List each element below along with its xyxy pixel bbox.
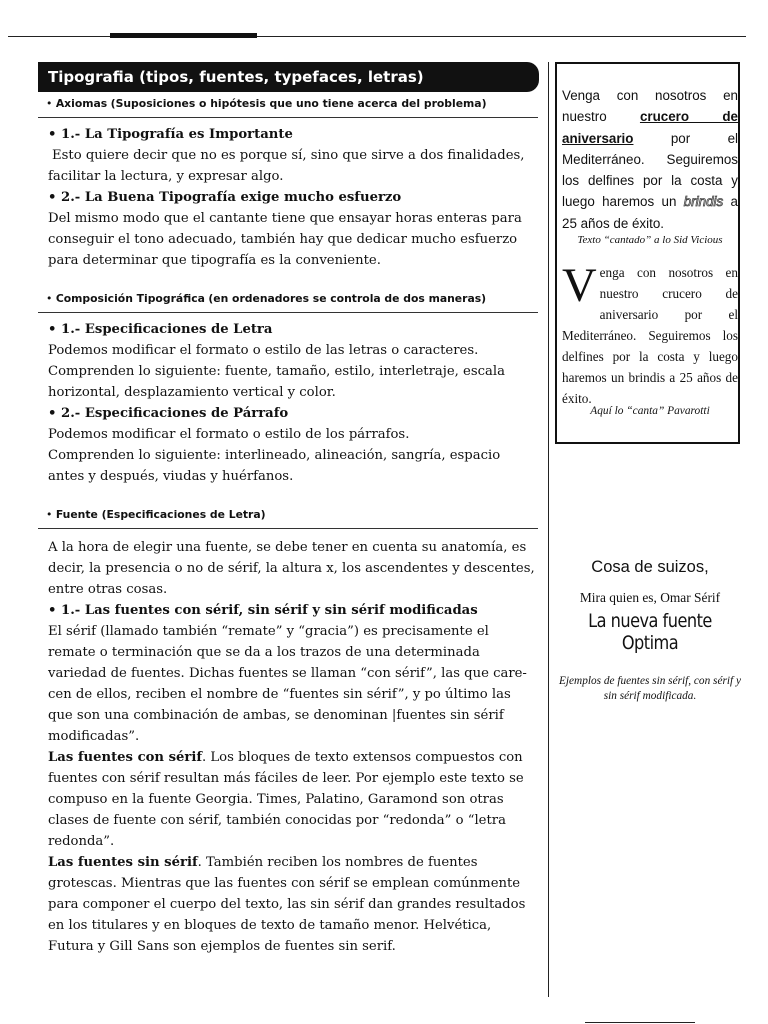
spec-letra-heading: • 1.- Especificaciones de Letra — [48, 322, 273, 337]
axiom-2-text: Del mismo modo que el cantante tiene que ensayar horas enteras para conseguir el tono adecuado, también hay que dedicar mucho esfuerzo para determinar que tipografía es la conveniente. — [48, 211, 522, 268]
sin-serif-text: . También reciben los nombres de fuentes grotescas. Mientras que las fuentes con sérif se emplean comúnmente para componer el cuerpo del texto, las sin sérif dan grandes resultados en los titulares y en bloques de texto de tamaño menor. Helvética, Futura y Gill Sans son ejemplos de fuentes sin serif. — [48, 855, 526, 954]
section-composicion-heading: • Composición Tipográfica (en ordenadores se controla de dos maneras) — [38, 291, 538, 313]
section-note: (en ordenadores se controla de dos maneras) — [208, 292, 487, 305]
fuente-intro: A la hora de elegir una fuente, se debe tener en cuenta su anatomía, es decir, la presencia o no de sérif, la altura x, los ascendentes y descentes, entre otras cosas. — [48, 540, 535, 597]
axiom-1-heading: • 1.- La Tipografía es Importante — [48, 127, 293, 142]
axiom-1-text: Esto quiere decir que no es porque sí, sino que sirve a dos finalidades, facilitar la lectura, y expresar algo. — [48, 148, 525, 184]
spec-letra-list: Comprenden lo siguiente: fuente, tamaño, estilo, interletraje, escala horizontal, desplazamiento vertical y color. — [48, 364, 505, 400]
spec-parrafo-text: Podemos modificar el formato o estilo de los párrafos. — [48, 427, 410, 442]
section-fuente-heading: • Fuente (Especificaciones de Letra) — [38, 507, 538, 529]
fuente-1-text: El sérif (llamado también “remate” y “gracia”) es precisamente el remate o terminación que se da a los trazos de una determinada variedad de fuentes. Dichas fuentes se llaman “con sérif”, las que care-cen de ellos, reciben el nombre de “fuentes sin sérif”, y po último las que son una combinación de ambas, se denominan |fuentes sin sérif modificadas”. — [48, 624, 527, 744]
sidebar-sans-sample — [562, 85, 738, 234]
section-axiomas-heading: • Axiomas (Suposiciones o hipótesis que uno tiene acerca del problema) — [38, 96, 538, 118]
caption-sid-vicious: Texto “cantado” a lo Sid Vicious — [577, 234, 723, 246]
section-label: Composición Tipográfica — [55, 292, 205, 305]
axiom-2-heading: • 2.- La Buena Tipografía exige mucho esfuerzo — [48, 190, 402, 205]
caption-ejemplos: Ejemplos de fuentes sin sérif, con sérif y sin sérif modificada. — [559, 675, 741, 702]
section-fuente-body — [38, 537, 538, 957]
sidebar-serif-sample — [562, 259, 738, 409]
bottom-rule — [585, 1022, 695, 1023]
section-composicion-body — [38, 319, 538, 487]
sample-outline-word: brindis — [683, 194, 724, 210]
spec-letra-text: Podemos modificar el formato o estilo de las letras o caracteres. — [48, 343, 479, 358]
column-divider — [548, 62, 549, 997]
sample-text: por el Mediterráneo. Seguiremos los delfines por la costa y luego haremos un — [562, 130, 738, 210]
con-serif-paragraph — [48, 747, 538, 852]
top-accent-bar — [110, 33, 257, 38]
sample-text: enga con nosotros en nuestro crucero de aniversario por el Mediterráneo. Seguiremos los delfines por la costa y luego haremos un brindis a 25 años de éxito. — [562, 265, 738, 406]
sample-omar-serif: Mira quien es, Omar Sérif — [579, 590, 721, 605]
page-title: Tipografia (tipos, fuentes, typefaces, letras) — [38, 62, 539, 92]
section-label: Axiomas — [55, 97, 108, 110]
spec-parrafo-heading: • 2.- Especificaciones de Párrafo — [48, 406, 289, 421]
section-label: Fuente (Especificaciones de Letra) — [55, 508, 266, 521]
sample-text: a 25 años de éxito. — [562, 194, 738, 231]
section-axiomas-body — [38, 124, 538, 271]
con-serif-text: . Los bloques de texto extensos compuestos con fuentes con sérif resultan más fáciles de leer. Por ejemplo este texto se compuso en la fuente Georgia. Times, Palatino, Garamond son otras clases de fuente con sérif, también conocidas por “redonda” o “letra redonda”. — [48, 750, 524, 849]
fuente-1-heading: • 1.- Las fuentes con sérif, sin sérif y sin sérif modificadas — [48, 603, 478, 618]
sin-serif-paragraph — [48, 852, 538, 957]
section-note: (Suposiciones o hipótesis que uno tiene acerca del problema) — [110, 97, 487, 110]
sample-optima: La nueva fuente Optima — [588, 610, 712, 654]
drop-cap: V — [562, 259, 597, 312]
caption-pavarotti: Aquí lo “canta” Pavarotti — [590, 405, 710, 417]
sample-emphasis: crucero de aniversario — [562, 109, 738, 146]
sin-serif-label: Las fuentes sin sérif — [48, 855, 198, 870]
spec-parrafo-list: Comprenden lo siguiente: interlineado, alineación, sangría, espacio antes y después, viudas y huérfanos. — [48, 448, 501, 484]
sample-cosa-de-suizos: Cosa de suizos, — [591, 558, 709, 576]
main-column — [38, 62, 538, 957]
sample-text: Venga con nosotros en nuestro — [562, 88, 738, 125]
con-serif-label: Las fuentes con sérif — [48, 750, 203, 765]
